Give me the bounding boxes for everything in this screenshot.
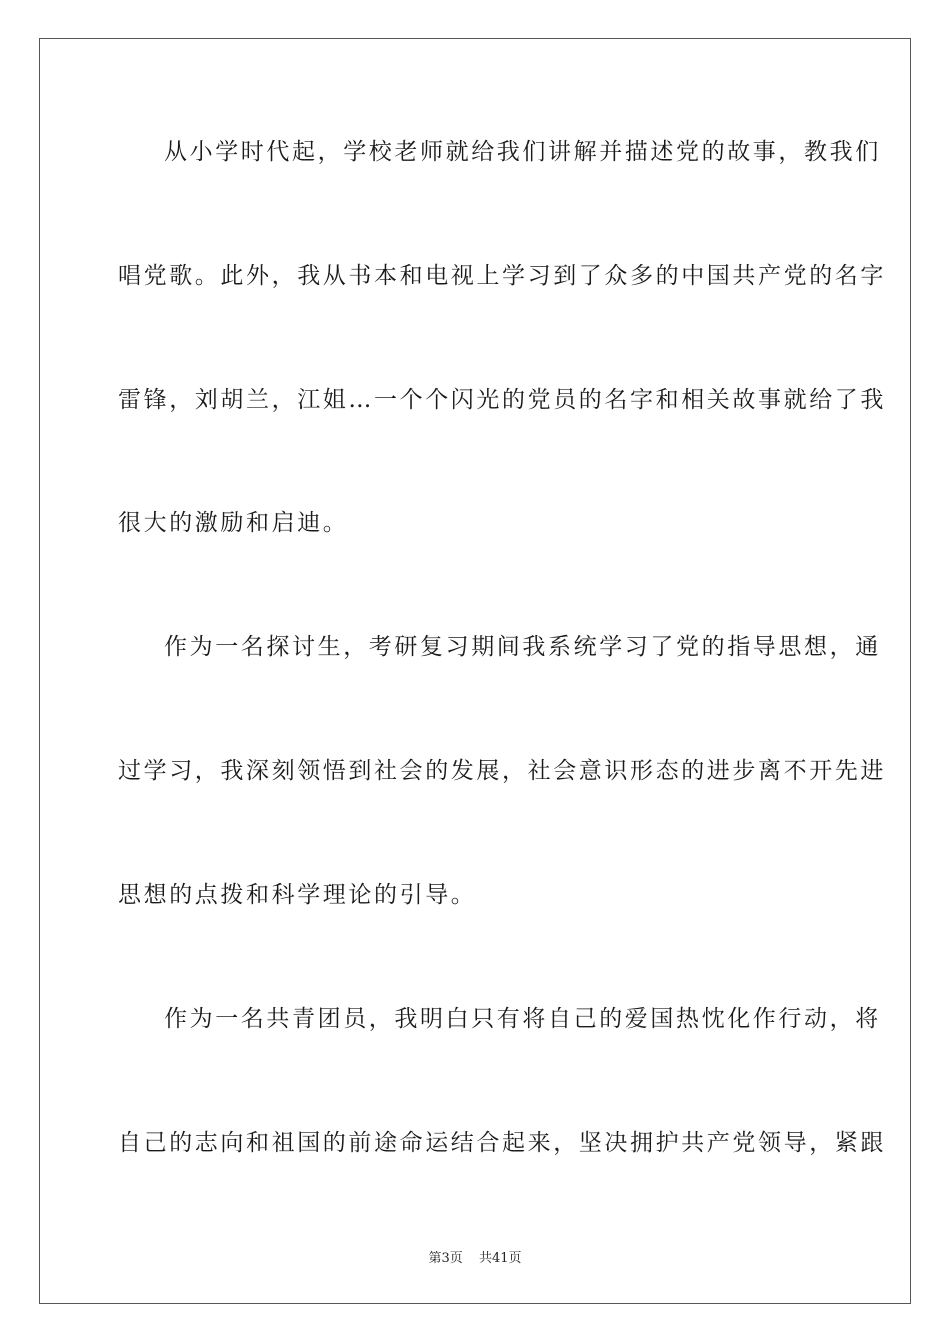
- page-frame: [39, 38, 911, 1304]
- paragraph-line: 自己的志向和祖国的前途命运结合起来，坚决拥护共产党领导，紧跟: [118, 1130, 886, 1156]
- paragraph-line: 从小学时代起，学校老师就给我们讲解并描述党的故事，教我们: [164, 139, 881, 165]
- page-number: 第3页: [428, 1251, 463, 1266]
- paragraph-line: 唱党歌。此外，我从书本和电视上学习到了众多的中国共产党的名字: [118, 263, 886, 289]
- paragraph-line: 思想的点拨和科学理论的引导。: [118, 882, 477, 908]
- page-total: 共41页: [478, 1251, 522, 1266]
- page-footer: [0, 1247, 950, 1266]
- paragraph-line: 作为一名探讨生，考研复习期间我系统学习了党的指导思想，通: [164, 634, 881, 660]
- paragraph-line: 雷锋，刘胡兰，江姐…一个个闪光的党员的名字和相关故事就给了我: [118, 387, 886, 413]
- paragraph-line: 很大的激励和启迪。: [118, 510, 349, 536]
- paragraph-line: 作为一名共青团员，我明白只有将自己的爱国热忱化作行动，将: [164, 1006, 881, 1032]
- paragraph-line: 过学习，我深刻领悟到社会的发展，社会意识形态的进步离不开先进: [118, 758, 886, 784]
